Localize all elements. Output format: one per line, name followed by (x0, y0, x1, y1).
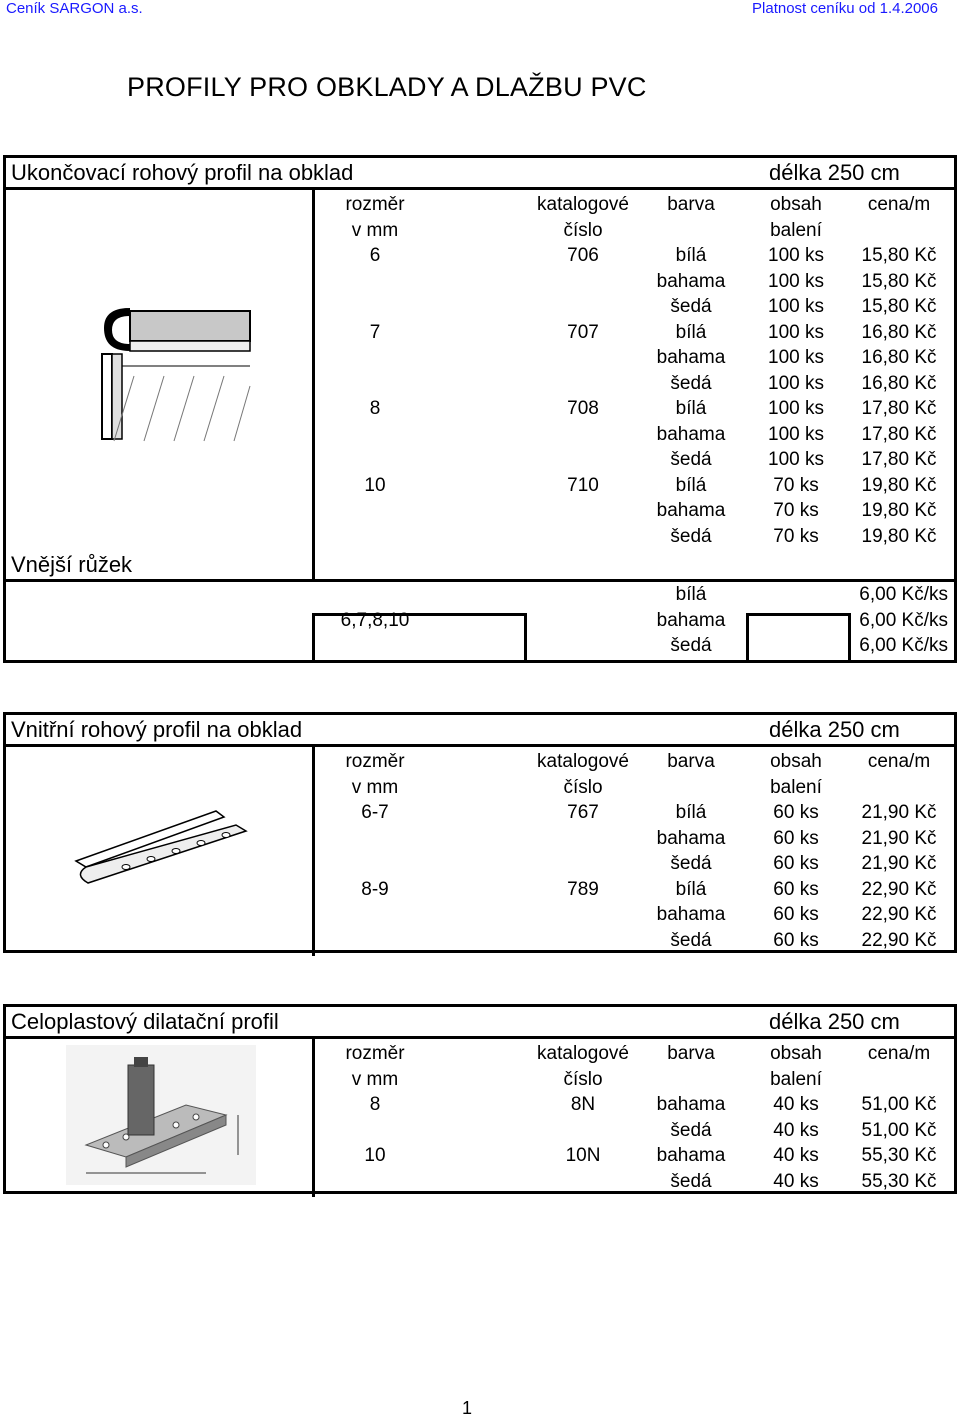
cell-obsah: 100 ks (768, 270, 824, 292)
cell-barva: šedá (670, 372, 712, 394)
cell-rozmer: 6-7 (361, 802, 389, 823)
cell-rozmer: 7 (369, 321, 381, 343)
cell-obsah: 60 ks (773, 878, 819, 900)
page-title: PROFILY PRO OBKLADY A DLAŽBU PVC (127, 72, 647, 102)
cell-cena: 19,80 Kč (861, 525, 937, 547)
cell-katalog: 10N (565, 1145, 601, 1166)
section-expansion-profile (3, 1004, 957, 1194)
column-header-katalog: katalogové (537, 194, 629, 215)
section-header (6, 1007, 954, 1039)
column-header-obsah-2: balení (770, 219, 822, 241)
cell-obsah: 60 ks (773, 904, 819, 925)
cell-obsah: 70 ks (773, 525, 819, 547)
cell-obsah: 40 ks (773, 1119, 819, 1141)
cell-obsah: 100 ks (768, 347, 824, 368)
section-outer-corner-profile (3, 155, 957, 663)
cell-obsah: 60 ks (773, 853, 819, 874)
column-header-obsah: obsah (770, 751, 822, 772)
cell-katalog: 8N (570, 1094, 596, 1115)
cell-katalog: 767 (567, 802, 599, 823)
cell-katalog: 708 (567, 398, 599, 419)
cell-obsah: 100 ks (768, 423, 824, 445)
cell-cena: 17,80 Kč (861, 449, 937, 470)
cell-rozmer: 6 (369, 245, 381, 266)
cell-barva: bahama (656, 347, 726, 368)
column-header-cena: cena/m (867, 1043, 931, 1064)
cell-barva: bahama (656, 1094, 726, 1115)
cell-cena: 6,00 Kč/ks (859, 584, 948, 605)
cell-cena: 6,00 Kč/ks (859, 609, 948, 631)
column-header-obsah: obsah (770, 1043, 822, 1064)
column-header-barva: barva (667, 194, 715, 215)
cell-obsah: 60 ks (773, 802, 819, 823)
cell-barva: bahama (656, 904, 726, 925)
column-header-cena: cena/m (867, 751, 931, 772)
cell-obsah: 100 ks (768, 449, 824, 470)
cell-barva: šedá (670, 853, 712, 874)
cell-cena: 16,80 Kč (861, 321, 937, 343)
cell-barva: šedá (670, 525, 712, 547)
expansion-profile-icon (66, 1045, 256, 1185)
cell-barva: bílá (675, 802, 707, 823)
cell-katalog: 789 (567, 878, 599, 900)
inner-corner-profile-icon (66, 801, 256, 891)
cell-cena: 16,80 Kč (861, 347, 937, 368)
cell-cena: 21,90 Kč (861, 802, 937, 823)
cell-barva: bílá (675, 321, 707, 343)
section-header (6, 715, 954, 747)
cell-rozmer: 8-9 (361, 878, 389, 900)
cell-cena: 6,00 Kč/ks (859, 635, 948, 656)
column-header-katalog-2: číslo (563, 1068, 603, 1090)
column-header-rozmer-unit: v mm (351, 219, 399, 241)
cell-cena: 19,80 Kč (861, 500, 937, 521)
cell-obsah: 70 ks (773, 500, 819, 521)
cell-cena: 17,80 Kč (861, 423, 937, 445)
section-length: délka 250 cm (769, 1009, 900, 1034)
cell-obsah: 60 ks (773, 929, 819, 951)
cell-barva: šedá (670, 1119, 712, 1141)
section-title: Vnitřní rohový profil na obklad (11, 717, 303, 742)
cell-katalog: 706 (567, 245, 599, 266)
section-length: délka 250 cm (769, 717, 900, 742)
column-header-rozmer: rozměr (345, 194, 405, 215)
cell-cena: 19,80 Kč (861, 474, 937, 496)
column-header-barva: barva (667, 1043, 715, 1064)
column-header-katalog-2: číslo (563, 219, 603, 241)
cell-barva: bílá (675, 878, 707, 900)
cell-katalog: 707 (567, 321, 599, 343)
cell-obsah: 40 ks (773, 1145, 819, 1166)
document-header-left: Ceník SARGON a.s. (6, 0, 143, 17)
cell-cena: 15,80 Kč (861, 296, 937, 317)
column-header-obsah-2: balení (770, 1068, 822, 1090)
cell-cena: 22,90 Kč (861, 878, 937, 900)
column-header-rozmer: rozměr (345, 751, 405, 772)
column-header-obsah: obsah (770, 194, 822, 215)
cell-barva: šedá (670, 296, 712, 317)
cell-barva: bahama (656, 423, 726, 445)
cell-obsah: 60 ks (773, 827, 819, 849)
cell-obsah: 100 ks (768, 321, 824, 343)
cell-cena: 17,80 Kč (861, 398, 937, 419)
cell-cena: 22,90 Kč (861, 929, 937, 951)
cell-cena: 55,30 Kč (861, 1170, 937, 1192)
cell-rozmer: 8 (369, 398, 381, 419)
cell-obsah: 100 ks (768, 372, 824, 394)
cell-obsah: 100 ks (768, 398, 824, 419)
cell-barva: šedá (670, 1170, 712, 1192)
cell-barva: šedá (670, 449, 712, 470)
column-header-katalog: katalogové (537, 751, 629, 772)
column-header-rozmer: rozměr (345, 1043, 405, 1064)
section-length: délka 250 cm (769, 160, 900, 185)
cell-cena: 51,00 Kč (861, 1119, 937, 1141)
page-number: 1 (462, 1398, 473, 1418)
cell-cena: 15,80 Kč (861, 270, 937, 292)
sub-section-title: Vnější růžek (11, 552, 133, 577)
column-header-rozmer-unit: v mm (351, 1068, 399, 1090)
cell-cena: 51,00 Kč (861, 1094, 937, 1115)
cell-barva: bahama (656, 1145, 726, 1166)
section-title: Celoplastový dilatační profil (11, 1009, 279, 1034)
column-header-obsah-2: balení (770, 776, 822, 798)
column-header-katalog: katalogové (537, 1043, 629, 1064)
column-header-cena: cena/m (867, 194, 931, 215)
column-header-rozmer-unit: v mm (351, 776, 399, 798)
cell-barva: bílá (675, 584, 707, 605)
cell-rozmer: 10 (364, 474, 386, 496)
cell-barva: bahama (656, 827, 726, 849)
outer-corner-profile-icon (94, 306, 254, 446)
cell-cena: 55,30 Kč (861, 1145, 937, 1166)
cell-barva: bahama (656, 270, 726, 292)
cell-obsah: 100 ks (768, 245, 824, 266)
column-header-katalog-2: číslo (563, 776, 603, 798)
cell-barva: šedá (670, 635, 712, 656)
column-header-barva: barva (667, 751, 715, 772)
cell-obsah: 100 ks (768, 296, 824, 317)
cell-barva: bahama (656, 500, 726, 521)
cell-cena: 16,80 Kč (861, 372, 937, 394)
cell-barva: bílá (675, 245, 707, 266)
cell-katalog: 710 (567, 474, 599, 496)
cell-cena: 22,90 Kč (861, 904, 937, 925)
section-header (6, 158, 954, 190)
cell-obsah: 40 ks (773, 1170, 819, 1192)
cell-barva: šedá (670, 929, 712, 951)
cell-barva: bílá (675, 474, 707, 496)
cell-cena: 21,90 Kč (861, 853, 937, 874)
cell-rozmer: 8 (369, 1094, 381, 1115)
cell-barva: bílá (675, 398, 707, 419)
document-header-right: Platnost ceníku od 1.4.2006 (752, 0, 938, 17)
cell-obsah: 70 ks (773, 474, 819, 496)
cell-rozmer: 6,7,8,10 (340, 609, 410, 631)
section-inner-corner-profile (3, 712, 957, 953)
cell-barva: bahama (656, 609, 726, 631)
section-title: Ukončovací rohový profil na obklad (11, 160, 354, 185)
cell-rozmer: 10 (364, 1145, 386, 1166)
cell-cena: 21,90 Kč (861, 827, 937, 849)
cell-obsah: 40 ks (773, 1094, 819, 1115)
cell-cena: 15,80 Kč (861, 245, 937, 266)
